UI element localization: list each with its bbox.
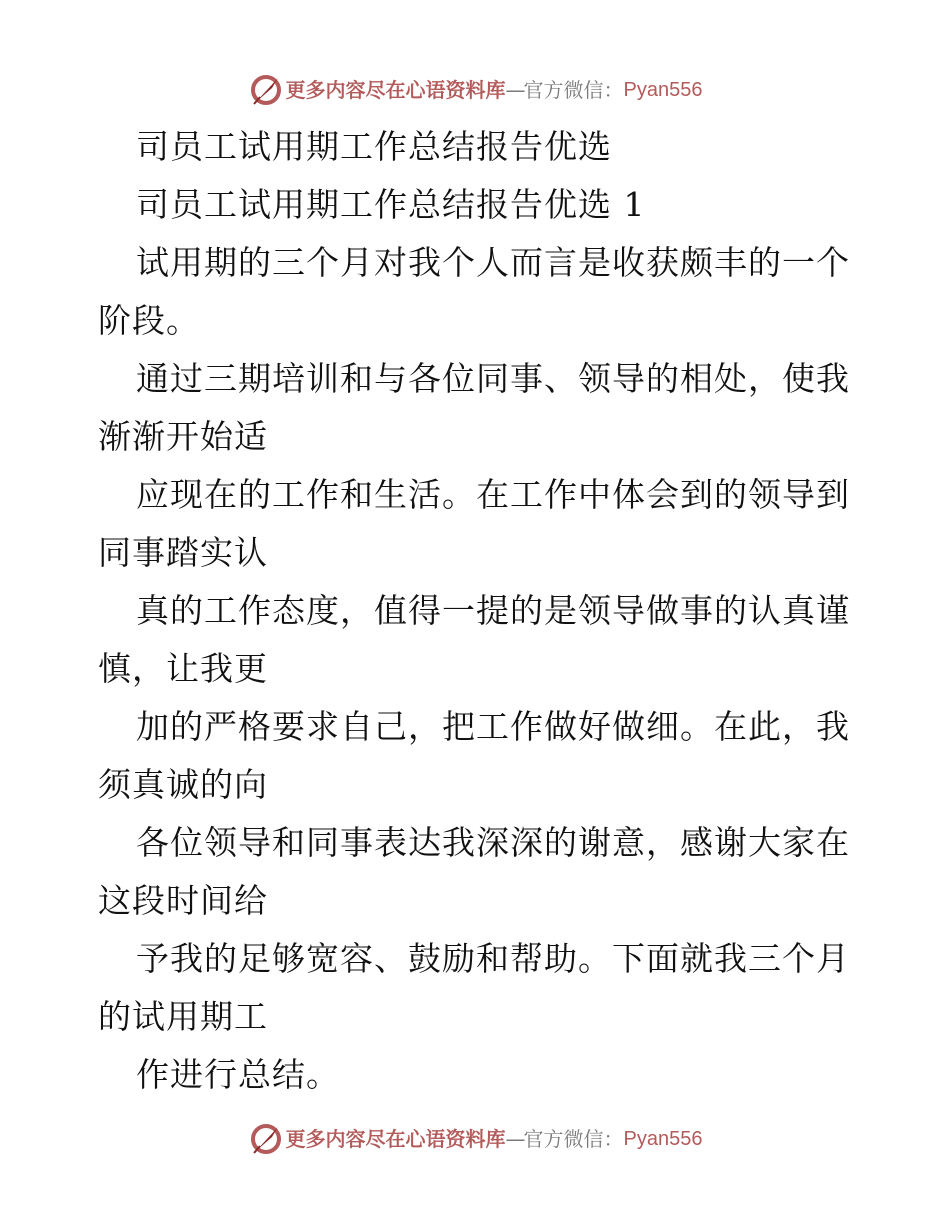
paragraph-line: 加的严格要求自己，把工作做好做细。在此，我 — [136, 707, 850, 746]
document-body — [98, 118, 858, 1104]
document-subtitle: 司员工试用期工作总结报告优选 1 — [136, 185, 646, 224]
header-banner-text: 更多内容尽在心语资料库 — [285, 78, 506, 102]
paragraph-line: 渐渐开始适 — [98, 417, 268, 456]
footer-wechat-label: 官方微信： — [523, 1127, 624, 1151]
document-title: 司员工试用期工作总结报告优选 — [136, 127, 612, 166]
paragraph-line: 真的工作态度，值得一提的是领导做事的认真谨 — [136, 591, 850, 630]
quill-logo-icon — [248, 1121, 284, 1157]
paragraph-line: 须真诚的向 — [98, 765, 268, 804]
header-banner-dash: — — [505, 78, 524, 102]
footer-banner-text: 更多内容尽在心语资料库 — [285, 1127, 506, 1151]
paragraph-line: 阶段。 — [98, 301, 200, 340]
paragraph-line: 的试用期工 — [98, 997, 268, 1036]
paragraph-line: 予我的足够宽容、鼓励和帮助。下面就我三个月 — [136, 939, 850, 978]
footer-wechat-id: Pyan556 — [623, 1128, 703, 1150]
paragraph-line: 各位领导和同事表达我深深的谢意，感谢大家在 — [136, 823, 850, 862]
paragraph-line: 应现在的工作和生活。在工作中体会到的领导到 — [136, 475, 850, 514]
footer-banner — [0, 1119, 950, 1159]
paragraph-line: 作进行总结。 — [136, 1055, 340, 1094]
paragraph-line: 通过三期培训和与各位同事、领导的相处，使我 — [136, 359, 850, 398]
paragraph-line: 这段时间给 — [98, 881, 268, 920]
paragraph-line: 试用期的三个月对我个人而言是收获颇丰的一个 — [136, 243, 850, 282]
header-wechat-id: Pyan556 — [623, 79, 703, 101]
footer-banner-dash: — — [505, 1127, 524, 1151]
header-wechat-label: 官方微信： — [523, 78, 624, 102]
paragraph-line: 同事踏实认 — [98, 533, 268, 572]
header-banner — [0, 70, 950, 110]
paragraph-line: 慎，让我更 — [98, 649, 268, 688]
quill-logo-icon — [248, 72, 284, 108]
